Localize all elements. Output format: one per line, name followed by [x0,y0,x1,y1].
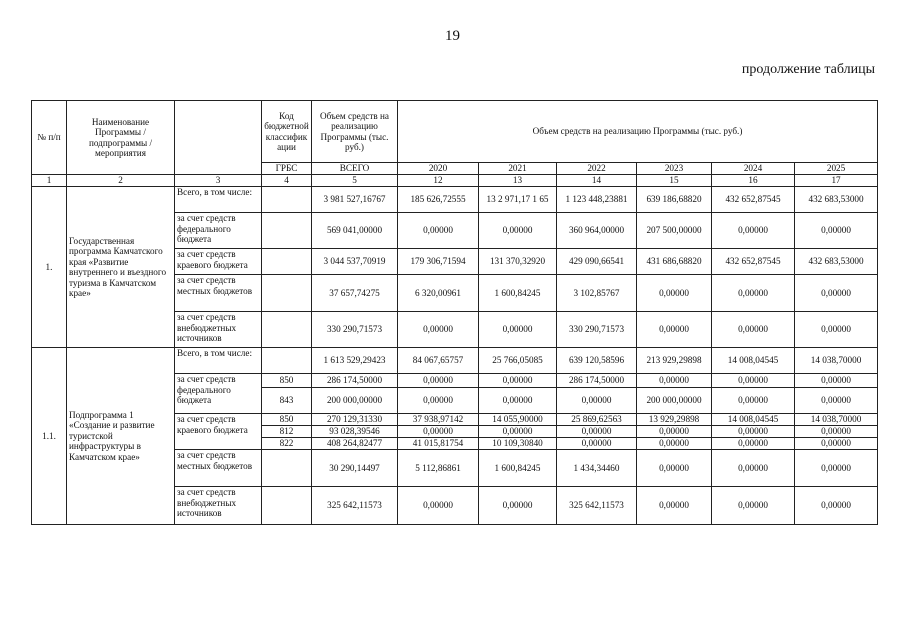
program-name: Подпрограмма 1 «Создание и развитие туристской инфраструктуры в Камчатском крае» [67,348,175,525]
grbs-code: 850 [262,414,312,426]
value-cell: 286 174,50000 [312,374,398,388]
value-cell: 432 652,87545 [712,187,795,213]
value-cell: 0,00000 [795,388,878,414]
value-cell: 5 112,86861 [398,450,479,487]
source-label: за счет средств внебюджетных источников [175,312,262,348]
value-cell: 0,00000 [637,438,712,450]
value-cell: 0,00000 [479,487,557,525]
value-cell: 179 306,71594 [398,249,479,275]
value-cell: 207 500,00000 [637,213,712,249]
column-number: 4 [262,175,312,187]
value-cell: 0,00000 [712,275,795,312]
value-cell: 0,00000 [795,426,878,438]
table-row [32,187,878,213]
source-label: за счет средств внебюджетных источников [175,487,262,525]
value-cell: 1 600,84245 [479,275,557,312]
value-cell: 3 044 537,70919 [312,249,398,275]
grbs-code: 850 [262,374,312,388]
value-cell: 0,00000 [479,312,557,348]
value-cell: 0,00000 [557,388,637,414]
header-col-num: № п/п [32,101,67,175]
value-cell: 0,00000 [398,426,479,438]
value-cell: 0,00000 [712,438,795,450]
value-cell: 13 2 971,17 1 65 [479,187,557,213]
value-cell: 30 290,14497 [312,450,398,487]
header-year: 2020 [398,163,479,175]
value-cell: 0,00000 [712,213,795,249]
value-cell: 13 929,29898 [637,414,712,426]
column-number: 1 [32,175,67,187]
value-cell: 14 008,04545 [712,348,795,374]
value-cell: 14 038,70000 [795,414,878,426]
grbs-code [262,450,312,487]
value-cell: 0,00000 [398,213,479,249]
value-cell: 10 109,30840 [479,438,557,450]
value-cell: 41 015,81754 [398,438,479,450]
value-cell: 0,00000 [637,450,712,487]
grbs-code [262,312,312,348]
value-cell: 0,00000 [557,426,637,438]
source-label: за счет средств краевого бюджета [175,414,262,450]
grbs-code [262,275,312,312]
source-label: Всего, в том числе: [175,187,262,213]
column-number-row [32,175,878,187]
header-col-name: Наименование Программы / подпрограммы / мероприятия [67,101,175,175]
value-cell: 0,00000 [637,275,712,312]
grbs-code [262,487,312,525]
column-number: 16 [712,175,795,187]
grbs-code: 822 [262,438,312,450]
row-number: 1. [32,187,67,348]
header-col-total: Объем средств на реализацию Программы (тыс. руб.) [312,101,398,163]
page-number: 19 [445,28,460,44]
header-row [32,101,878,163]
value-cell: 0,00000 [795,450,878,487]
value-cell: 0,00000 [795,275,878,312]
continuation-label: продолжение таблицы [741,62,875,77]
value-cell: 0,00000 [637,487,712,525]
value-cell: 14 055,90000 [479,414,557,426]
value-cell: 200 000,00000 [312,388,398,414]
value-cell: 0,00000 [398,487,479,525]
column-number: 12 [398,175,479,187]
source-label: за счет средств федерального бюджета [175,374,262,414]
value-cell: 432 652,87545 [712,249,795,275]
value-cell: 0,00000 [398,388,479,414]
value-cell: 93 028,39546 [312,426,398,438]
column-number: 13 [479,175,557,187]
value-cell: 325 642,11573 [557,487,637,525]
value-cell: 0,00000 [479,388,557,414]
value-cell: 6 320,00961 [398,275,479,312]
value-cell: 639 120,58596 [557,348,637,374]
value-cell: 330 290,71573 [557,312,637,348]
value-cell: 0,00000 [795,487,878,525]
column-number: 3 [175,175,262,187]
value-cell: 14 008,04545 [712,414,795,426]
value-cell: 1 434,34460 [557,450,637,487]
header-year: 2024 [712,163,795,175]
header-year: 2021 [479,163,557,175]
value-cell: 286 174,50000 [557,374,637,388]
value-cell: 0,00000 [795,312,878,348]
value-cell: 0,00000 [795,438,878,450]
value-cell: 0,00000 [557,438,637,450]
value-cell: 37 938,97142 [398,414,479,426]
column-number: 15 [637,175,712,187]
source-label: за счет средств местных бюджетов [175,275,262,312]
budget-table [31,100,878,525]
value-cell: 0,00000 [479,213,557,249]
value-cell: 0,00000 [637,426,712,438]
header-grbs: ГРБС [262,163,312,175]
grbs-code: 812 [262,426,312,438]
value-cell: 1 600,84245 [479,450,557,487]
column-number: 2 [67,175,175,187]
value-cell: 0,00000 [795,374,878,388]
source-label: за счет средств краевого бюджета [175,249,262,275]
value-cell: 213 929,29898 [637,348,712,374]
value-cell: 0,00000 [795,213,878,249]
column-number: 17 [795,175,878,187]
grbs-code [262,348,312,374]
value-cell: 360 964,00000 [557,213,637,249]
value-cell: 0,00000 [479,374,557,388]
value-cell: 330 290,71573 [312,312,398,348]
value-cell: 431 686,68820 [637,249,712,275]
value-cell: 3 981 527,16767 [312,187,398,213]
grbs-code [262,249,312,275]
row-number: 1.1. [32,348,67,525]
header-col-source [175,101,262,175]
value-cell: 0,00000 [712,487,795,525]
value-cell: 639 186,68820 [637,187,712,213]
value-cell: 429 090,66541 [557,249,637,275]
value-cell: 37 657,74275 [312,275,398,312]
table-row [32,348,878,374]
value-cell: 1 613 529,29423 [312,348,398,374]
value-cell: 0,00000 [712,388,795,414]
value-cell: 0,00000 [712,312,795,348]
value-cell: 270 129,31330 [312,414,398,426]
value-cell: 0,00000 [479,426,557,438]
value-cell: 0,00000 [712,450,795,487]
value-cell: 131 370,32920 [479,249,557,275]
value-cell: 408 264,82477 [312,438,398,450]
value-cell: 432 683,53000 [795,187,878,213]
value-cell: 432 683,53000 [795,249,878,275]
header-year: 2023 [637,163,712,175]
value-cell: 25 766,05085 [479,348,557,374]
value-cell: 185 626,72555 [398,187,479,213]
source-label: за счет средств местных бюджетов [175,450,262,487]
column-number: 14 [557,175,637,187]
value-cell: 3 102,85767 [557,275,637,312]
value-cell: 0,00000 [712,374,795,388]
value-cell: 0,00000 [637,312,712,348]
source-label: Всего, в том числе: [175,348,262,374]
program-name: Государственная программа Камчатского края «Развитие внутреннего и въездного туризма в Камчатском крае» [67,187,175,348]
header-year: 2022 [557,163,637,175]
header-vsego: ВСЕГО [312,163,398,175]
value-cell: 84 067,65757 [398,348,479,374]
value-cell: 325 642,11573 [312,487,398,525]
header-year: 2025 [795,163,878,175]
grbs-code [262,213,312,249]
value-cell: 0,00000 [398,374,479,388]
header-col-years: Объем средств на реализацию Программы (тыс. руб.) [398,101,878,163]
value-cell: 14 038,70000 [795,348,878,374]
grbs-code: 843 [262,388,312,414]
grbs-code [262,187,312,213]
value-cell: 25 869,62563 [557,414,637,426]
source-label: за счет средств федерального бюджета [175,213,262,249]
value-cell: 569 041,00000 [312,213,398,249]
value-cell: 0,00000 [712,426,795,438]
value-cell: 1 123 448,23881 [557,187,637,213]
value-cell: 0,00000 [637,374,712,388]
value-cell: 0,00000 [398,312,479,348]
header-col-code: Код бюджетной классификации [262,101,312,163]
column-number: 5 [312,175,398,187]
value-cell: 200 000,00000 [637,388,712,414]
